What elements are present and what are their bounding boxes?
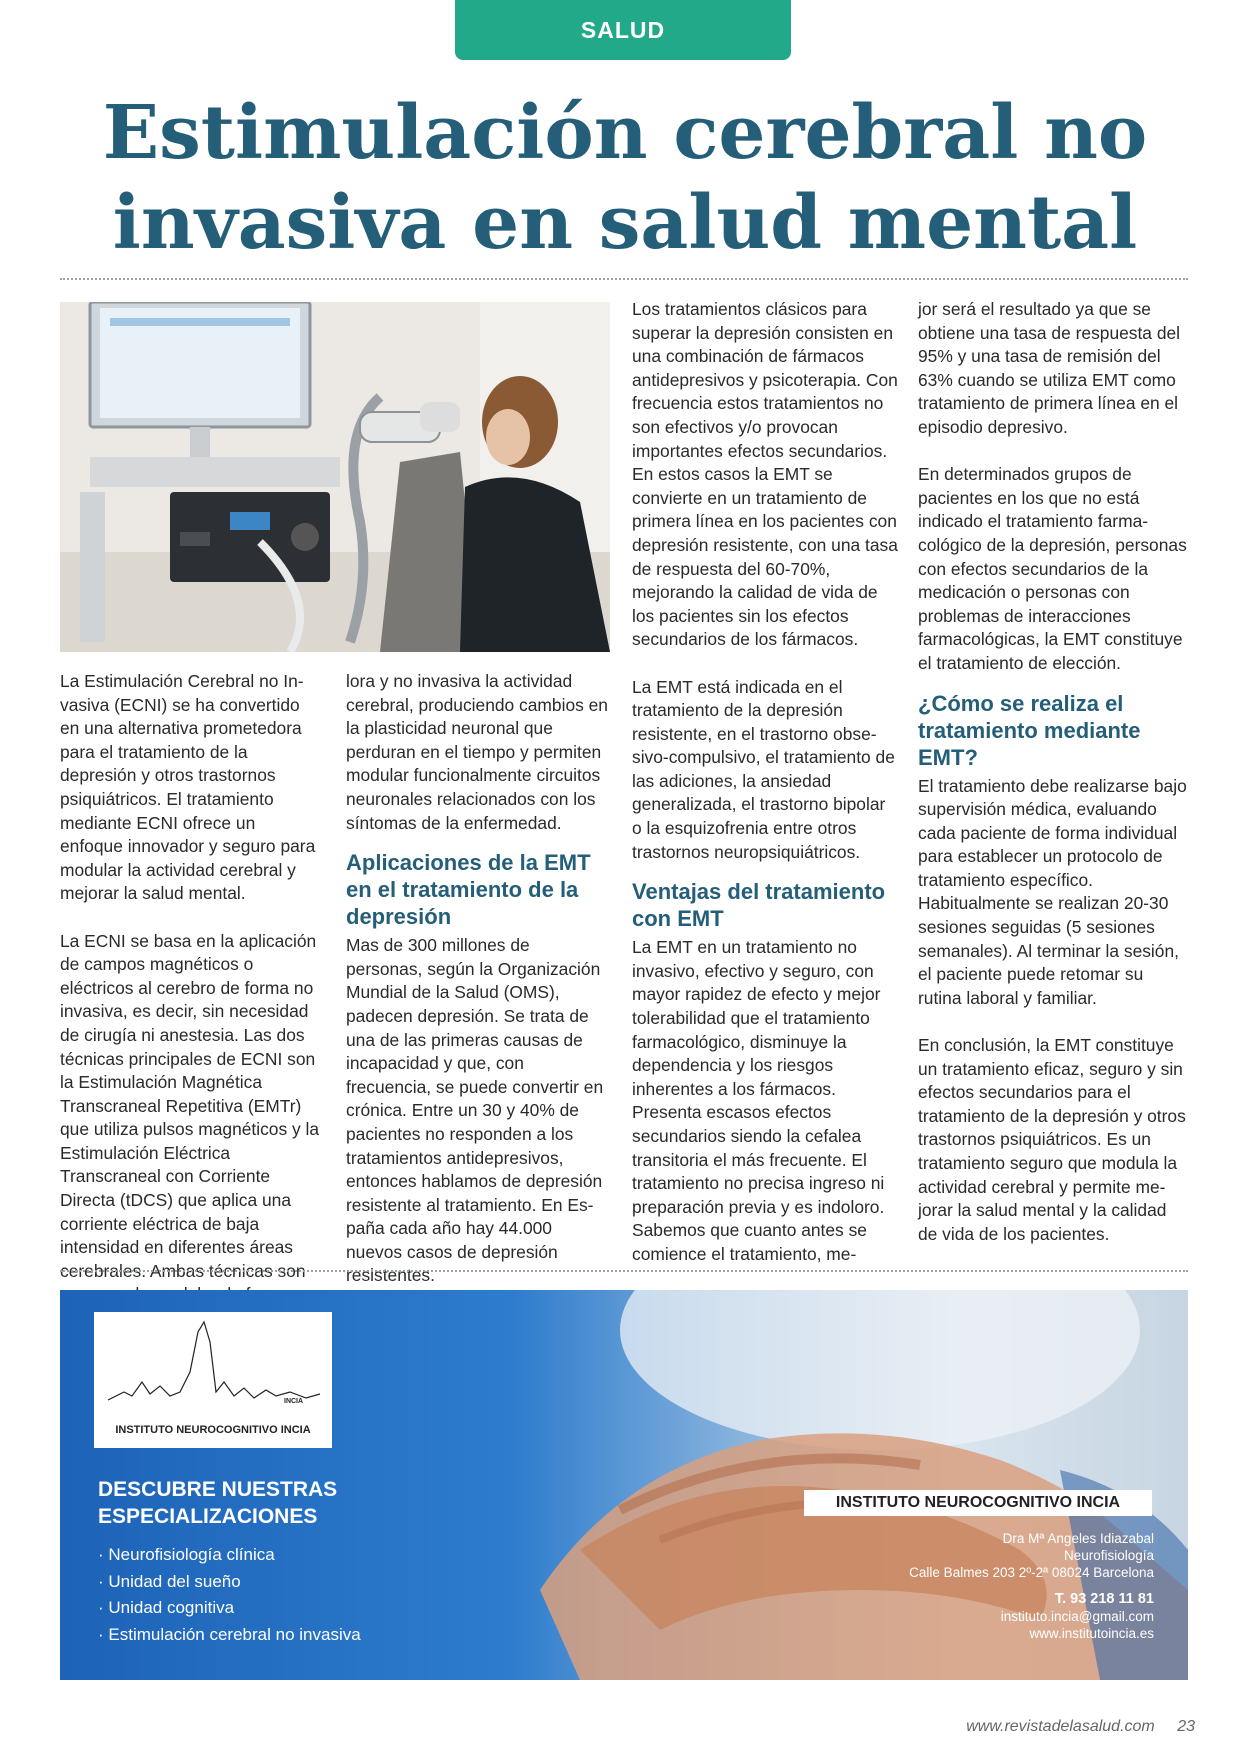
divider-bottom: [60, 1270, 1188, 1272]
paragraph: Mas de 300 millones de personas, según la Organización Mundial de la Salud (OMS), padecen depresión. Se trata de una de las primeras causas de incapacidad y que, con frecuencia, se puede convertir en crónica. Entre un 30 y 40% de pacientes no responden a los tratamientos antidepresivos, entonces hablamos de depresión resistente al tratamiento. En España cada año hay 44.000 nuevos casos de depresión resistentes.: [346, 935, 604, 1286]
logo-small-text: INCIA: [284, 1398, 304, 1405]
divider-top: [60, 278, 1188, 280]
incia-logo: [94, 1312, 332, 1448]
list-item: · Neurofisiología clínica: [98, 1545, 275, 1564]
list-item: · Unidad cognitiva: [98, 1598, 235, 1617]
institute-name: INSTITUTO NEUROCOGNITIVO INCIA: [835, 1494, 1121, 1511]
paragraph: La EMT está indicada en el tratamiento de la depresión resistente, en el trastorno obsesivo-compulsivo, el tratamiento de las adiciones, la ansiedad generalizada, el trastorno bipolar o la esquizofrenia entre otros trastornos neuropsiquiátricos.: [632, 676, 895, 862]
specialty: Neurofisiología: [1063, 1548, 1154, 1563]
page-title: Estimulación cerebral no invasiva en salud mental: [102, 90, 1148, 266]
section-heading: Aplicaciones de la EMT en el tratamiento de la depresión: [346, 850, 591, 930]
footer-site[interactable]: www.revistadelasalud.com: [966, 1718, 1155, 1735]
advertisement: [60, 1290, 1188, 1680]
institute-label: [804, 1490, 1152, 1516]
page-number: 23: [1177, 1718, 1195, 1735]
address: Calle Balmes 203 2º-2ª 08024 Barcelona: [909, 1565, 1154, 1580]
paragraph: El tratamiento debe realizarse bajo supervisión médica, evaluando cada paciente de forma individual para establecer un protocolo de tratamiento específico. Habitualmente se realizan 20-30 sesiones seguidas (5 sesiones semanales). Al terminar la sesión, el paciente puede retomar su rutina laboral y familiar.: [918, 775, 1187, 1008]
paragraph: En determinados grupos de pacientes en los que no está indicado el tratamiento farmacológico de la depresión, personas con efectos secundarios de la medicación o personas con problemas de interacciones farmacológicas, la EMT constituye el tratamiento de elección.: [918, 464, 1187, 673]
column-1: [60, 670, 322, 1331]
section-label: SALUD: [580, 16, 666, 43]
paragraph: Los tratamientos clásicos para superar la depresión consisten en una combinación de fármacos antidepresivos y psicoterapia. Con frecuencia estos tratamientos no son efectivos y/o provocan importantes efectos secundarios. En estos casos la EMT se convierte en un tratamiento de primera línea en los pacientes con depresión resistente, con una tasa de respuesta del 60-70%, mejorando la calidad de vida de los pacientes sin los efectos secundarios de los fármacos.: [632, 299, 898, 650]
logo-text: INSTITUTO NEUROCOGNITIVO INCIA: [115, 1424, 311, 1436]
contact-block: [909, 1530, 1154, 1642]
paragraph: jor será el resultado ya que se obtiene una tasa de respuesta del 95% y una tasa de remisión del 63% cuando se utiliza EMT como tratamiento de primera línea en el episodio depresivo.: [918, 299, 1181, 437]
doctor-name: Dra Mª Angeles Idiazabal: [1002, 1531, 1154, 1546]
article-photo: [60, 302, 610, 652]
email[interactable]: instituto.incia@gmail.com: [1000, 1609, 1154, 1624]
ad-headline: DESCUBRE NUESTRAS ESPECIALIZACIONES: [98, 1478, 338, 1528]
paragraph: La Estimulación Cerebral no Invasiva (ECNI) se ha convertido en una alternativa prometedora para el tratamiento de la depresión y otros trastornos psiquiátricos. El tratamiento mediante ECNI ofrece un enfoque innovador y seguro para modular la actividad cerebral y mejorar la salud mental.: [60, 671, 316, 904]
section-heading: ¿Cómo se realiza el tratamiento mediante EMT?: [918, 690, 1141, 770]
paragraph: lora y no invasiva la actividad cerebral, produciendo cambios en la plasticidad neuronal que perduran en el tiempo y permiten modular funcionalmente circuitos neuronales relacionados con los síntomas de la enfermedad.: [346, 671, 608, 833]
phone: T. 93 218 11 81: [1054, 1591, 1154, 1607]
specialties-list: [98, 1542, 361, 1648]
paragraph: En conclusión, la EMT constituye un tratamiento eficaz, seguro y sin efectos secundarios para el tratamiento de la depresión y otros trastornos psiquiátricos. Es un tratamiento seguro que modula la actividad cerebral y permite mejorar la salud mental y la calidad de vida de los pacientes.: [918, 1035, 1186, 1244]
paragraph: La ECNI se basa en la aplicación de campos magnéticos o eléctricos al cerebro de forma no invasiva, es decir, sin necesidad de cirugía ni anestesia. Las dos técnicas principales de ECNI son la Estimulación Magnética Transcraneal Repetitiva (EMTr) que utiliza pulsos magnéticos y la Estimulación Eléctrica Transcraneal con Corriente Directa (tDCS) que aplica una corriente eléctrica de baja intensidad en diferentes áreas cerebrales. Ambas técnicas son: [60, 930, 320, 1281]
section-heading: Ventajas del tratamiento con EMT: [632, 879, 886, 932]
section-tab: [455, 0, 791, 60]
page-footer: [966, 1718, 1195, 1736]
website[interactable]: www.institutoincia.es: [1029, 1626, 1154, 1641]
paragraph: La EMT en un tratamiento no invasivo, efectivo y seguro, con mayor rapidez de efecto y mejor tolerabilidad que el tratamiento farmacológico, disminuye la dependencia y los riesgos inherentes a los fármacos. Presenta escasos efectos secundarios siendo la cefalea transitoria el más frecuente. El tratamiento no precisa ingreso ni preparación previa y es indoloro. Sabemos que cuanto antes se comience el tratamiento, me-: [632, 937, 885, 1264]
column-2: [346, 670, 610, 1288]
list-item: · Unidad del sueño: [98, 1571, 241, 1591]
eeg-wave-icon: [94, 1312, 332, 1422]
column-3: [632, 298, 898, 1267]
column-4: [918, 298, 1188, 1246]
list-item: · Estimulación cerebral no invasiva: [98, 1624, 361, 1644]
